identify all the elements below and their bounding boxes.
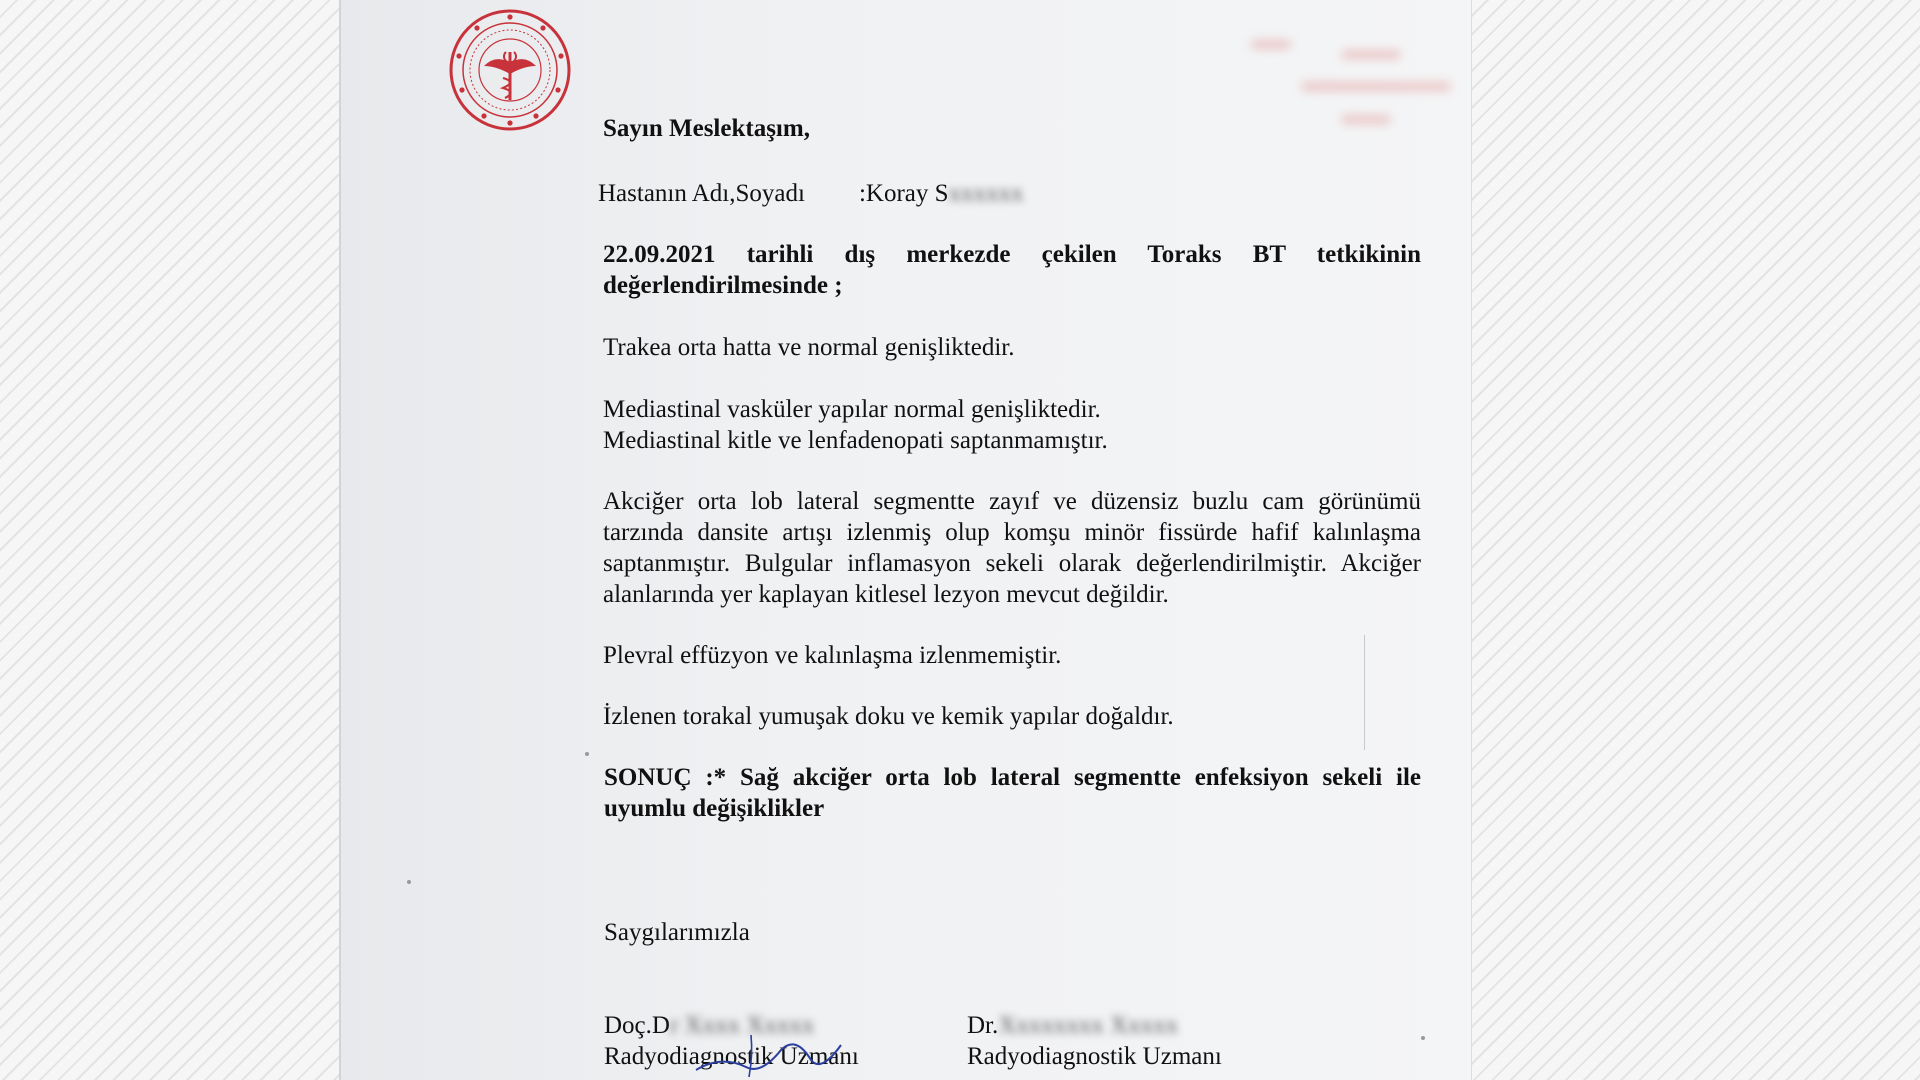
finding-soft-tissue-bone: İzlenen torakal yumuşak doku ve kemik yapılar doğaldır. [603,703,1174,730]
signature-title-1: Radyodiagnostik Uzmanı [604,1043,859,1070]
finding-mediastinal-mass: Mediastinal kitle ve lenfadenopati saptanmamıştır. [603,427,1108,454]
greeting: Sayın Meslektaşım, [603,115,810,142]
patient-name: :Koray S [858,180,949,207]
closing: Saygılarımızla [604,919,750,946]
blurred-header-text [1191,20,1491,150]
letter-page [339,0,1472,1080]
finding-pleura: Plevral effüzyon ve kalınlaşma izlenmemiştir. [603,642,1062,669]
signature-name-2: Dr.Xxxxxxxx Xxxxx [967,1012,1179,1039]
signature-name-1-redacted: r Xxxx Xxxxx [669,1012,815,1039]
finding-trachea: Trakea orta hatta ve normal genişliktedir. [603,334,1015,361]
report-conclusion: SONUÇ :* Sağ akciğer orta lob lateral segmentte enfeksiyon sekeli ile uyumlu değişiklikler [604,764,1421,822]
scan-artifact-dot [585,752,589,756]
scan-artifact-dot [407,880,411,884]
signature-name-1: Doç.Dr Xxxx Xxxxx [604,1012,815,1039]
signature-name-2-redacted: Xxxxxxxx Xxxxx [998,1012,1179,1039]
patient-label: Hastanın Adı,Soyadı [598,180,805,207]
finding-mediastinal-vessels: Mediastinal vasküler yapılar normal genişliktedir. [603,396,1101,423]
patient-surname-redacted: xxxxxx [948,180,1024,207]
ministry-of-health-seal-icon [448,8,572,132]
scan-artifact-line [1364,635,1365,750]
signature-title-2: Radyodiagnostik Uzmanı [967,1043,1222,1070]
finding-lung-parenchyma: Akciğer orta lob lateral segmentte zayıf ve düzensiz buzlu cam görünümü tarzında dansite artışı izlenmiş olup komşu minör fissürde hafif kalınlaşma saptanmıştır. Bulgular inflamasyon sekeli olarak değerlendirilmiştir. Akciğer alanlarında yer kaplayan kitlesel lezyon mevcut değildir. [603,488,1421,608]
patient-line [598,178,1024,209]
report-intro: 22.09.2021 tarihli dış merkezde çekilen Toraks BT tetkikinin değerlendirilmesinde ; [603,241,1421,299]
scan-artifact-dot [1421,1036,1425,1040]
handwritten-signature [691,1025,851,1080]
